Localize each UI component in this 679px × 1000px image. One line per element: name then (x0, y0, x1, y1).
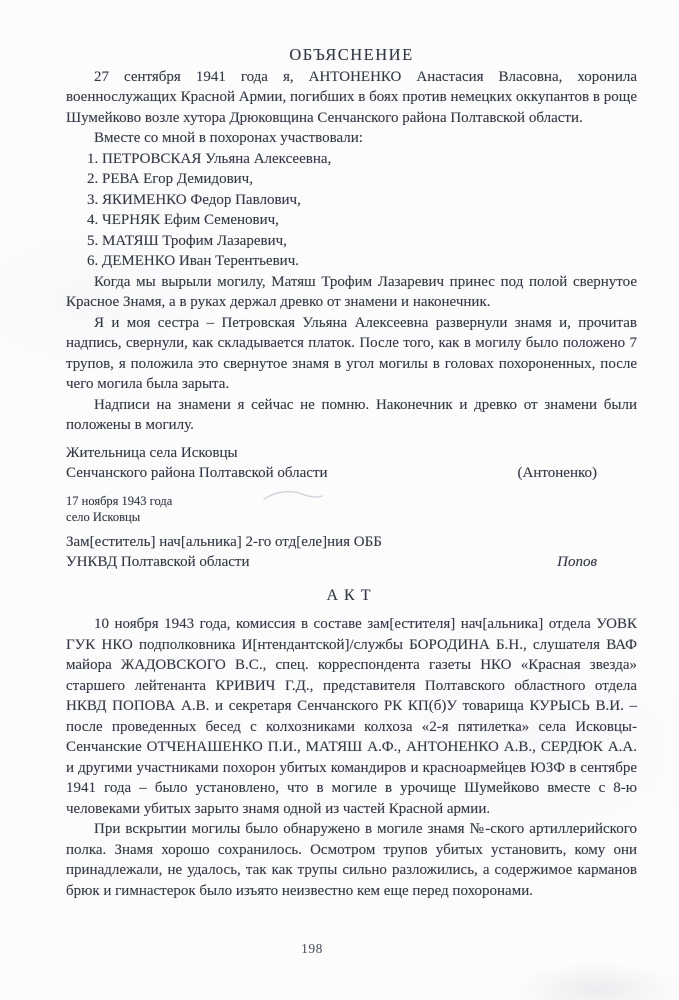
explanation-paragraph-3: Я и моя сестра – Петровская Ульяна Алексеевна развернули знамя и, прочитав надпись, свернули, как складывается платок. После того, как в могилу было положено 7 трупов, я положила это свернутое знамя в угол могилы в головах похороненных, после чего могила была зарыта. (66, 314, 637, 392)
explanation-section (66, 45, 637, 573)
explanation-paragraph-2: Когда мы вырыли могилу, Матяш Трофим Лазаревич принес под полой свернутое Красное Знамя, а в руках держал древко от знамени и наконечник. (66, 273, 637, 310)
act-paragraph-1: 10 ноября 1943 года, комиссия в составе зам[естителя] нач[альника] отдела УОВК ГУК НКО подполковника И[нтендантской]/службы БОРОДИНА Б.Н., слушателя ВАФ майора ЖАДОВСКОГО В.С., спец. корреспондента газеты НКО «Красная звезда» старшего лейтенанта КРИВИЧ Г.Д., представителя Полтавского областного отдела НКВД ПОПОВА А.В. и секретаря Сенчанского РК КП(б)У товарища КУРЫСЬ В.И. – после проведенных бесед с колхозниками колхоза «2-я пятилетка» села Исковцы-Сенчанские ОТЧЕНАШЕНКО П.И., МАТЯШ А.Ф., АНТОНЕНКО А.В., СЕРДЮК А.А. и другими участниками похорон убитых командиров и красноармейцев ЮЗФ в сентябре 1941 года – было установлено, что в могиле в урочище Шумейково вместе с 8-ю человеками убитых зарыто знамя одной из частей Красной армии. (66, 616, 637, 817)
signature-block (66, 443, 637, 484)
participant-item: 6. ДЕМЕНКО Иван Терентьевич. (87, 253, 299, 269)
official-signature-name: Попов (557, 554, 597, 570)
signature-role-line1: Жительница села Исковцы (66, 444, 238, 461)
act-paragraph-2: При вскрытии могилы было обнаружено в могиле знамя №-ского артиллерийского полка. Знамя хорошо сохранилось. Осмотром трупов убитых установить, кому они принадлежали, не удалось, так как трупы сильно разложились, а содержимое карманов брюк и гимнастерок было изъято неизвестно кем еще перед похоронами. (66, 821, 637, 899)
page-number: 198 (301, 941, 323, 956)
signature-name: (Антоненко) (517, 465, 597, 481)
date-place-block (66, 493, 637, 525)
participant-item: 4. ЧЕРНЯК Ефим Семенович, (87, 212, 279, 228)
participant-item: 3. ЯКИМЕНКО Федор Павлович, (87, 191, 301, 208)
act-title: АКТ (326, 586, 377, 604)
official-position-line1: Зам[еститель] нач[альника] 2-го отд[еле]ния ОББ (66, 533, 382, 550)
signature-role-line2: Сенчанского района Полтавской области (66, 465, 328, 481)
explanation-title: ОБЪЯСНЕНИЕ (289, 45, 414, 64)
place-line: село Исковцы (66, 509, 141, 524)
pen-stroke-mark (262, 488, 324, 504)
act-section (66, 586, 637, 902)
participants-intro: Вместе со мной в похоронах участвовали: (94, 130, 363, 146)
explanation-paragraph-4: Надписи на знамени я сейчас не помню. Наконечник и древко от знамени были положены в могилу. (66, 396, 637, 433)
date-line: 17 ноября 1943 года (66, 493, 173, 508)
official-position-line2: УНКВД Полтавской области (66, 554, 250, 570)
participant-item: 1. ПЕТРОВСКАЯ Ульяна Алексеевна, (87, 150, 332, 167)
participant-item: 2. РЕВА Егор Демидович, (87, 171, 253, 187)
explanation-paragraph-1: 27 сентября 1941 года я, АНТОНЕНКО Анастасия Власовна, хоронила военнослужащих Красной Армии, погибших в боях против немецких оккупантов в роще Шумейково возле хутора Дрюковщина Сенчанского района Полтавской области. (66, 68, 637, 126)
official-signature-block (66, 532, 637, 573)
participants-list (66, 149, 637, 272)
participant-item: 5. МАТЯШ Трофим Лазаревич, (87, 232, 287, 249)
